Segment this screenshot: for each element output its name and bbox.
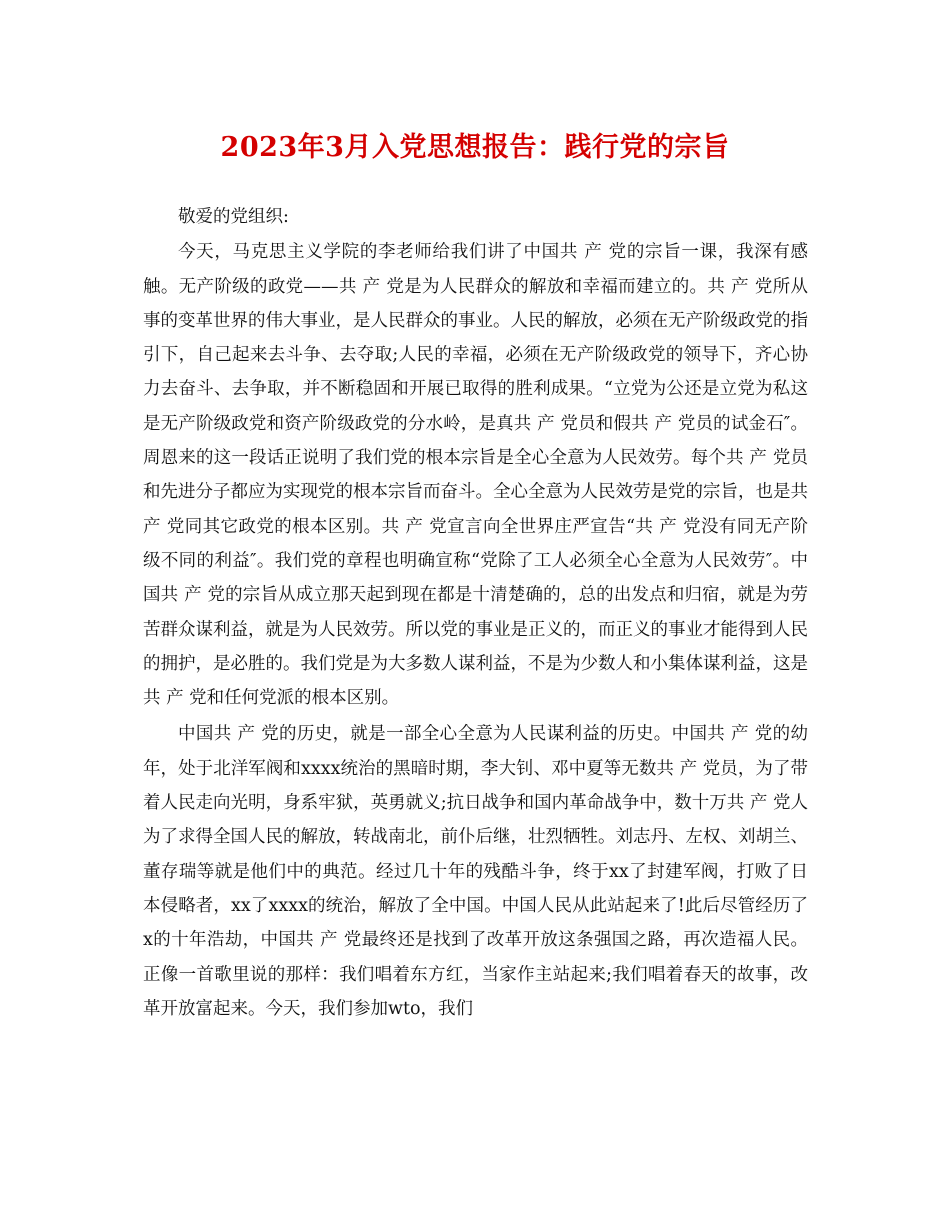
document-title: 2023年3月入党思想报告：践行党的宗旨	[220, 132, 730, 163]
paragraph: 今天，马克思主义学院的李老师给我们讲了中国共 产 党的宗旨一课，我深有感触。无产阶级的政党——共 产 党是为人民群众的解放和幸福而建立的。共 产 党所从事的变革世界的伟大事业，是人民群众的事业。人民的解放，必须在无产阶级政党的指引下，自己起来去斗争、去夺取;人民的幸福，必须在无产阶级政党的领导下，齐心协力去奋斗、去争取，并不断稳固和开展已取得的胜利成果。“立党为公还是立党为私这是无产阶级政党和资产阶级政党的分水岭，是真共 产 党员和假共 产 党员的试金石″。周恩来的这一段话正说明了我们党的根本宗旨是全心全意为人民效劳。每个共 产 党员和先进分子都应为实现党的根本宗旨而奋斗。全心全意为人民效劳是党的宗旨，也是共 产 党同其它政党的根本区别。共 产 党宣言向全世界庄严宣告“共 产 党没有同无产阶级不同的利益″。我们党的章程也明确宣称“党除了工人必须全心全意为人民效劳″。中国共 产 党的宗旨从成立那天起到现在都是十清楚确的，总的出发点和归宿，就是为劳苦群众谋利益，就是为人民效劳。所以党的事业是正义的，而正义的事业才能得到人民的拥护，是必胜的。我们党是为大多数人谋利益，不是为少数人和小集体谋利益，这是共 产 党和任何党派的根本区别。	[143, 242, 808, 709]
paragraph: 中国共 产 党的历史，就是一部全心全意为人民谋利益的历史。中国共 产 党的幼年，处于北洋军阀和xxxx统治的黑暗时期，李大钊、邓中夏等无数共 产 党员，为了带着人民走向光明，身系牢狱，英勇就义;抗日战争和国内革命战争中，数十万共 产 党人为了求得全国人民的解放，转战南北，前仆后继，壮烈牺牲。刘志丹、左权、刘胡兰、董存瑞等就是他们中的典范。经过几十年的残酷斗争，终于xx了封建军阀，打败了日本侵略者，xx了xxxx的统治，解放了全中国。中国人民从此站起来了!此后尽管经历了x的十年浩劫，中国共 产 党最终还是找到了改革开放这条强国之路，再次造福人民。正像一首歌里说的那样：我们唱着东方红，当家作主站起来;我们唱着春天的故事，改革开放富起来。今天，我们参加wto，我们	[143, 724, 808, 1019]
document-body	[143, 200, 808, 1028]
salutation: 敬爱的党组织:	[178, 207, 289, 227]
